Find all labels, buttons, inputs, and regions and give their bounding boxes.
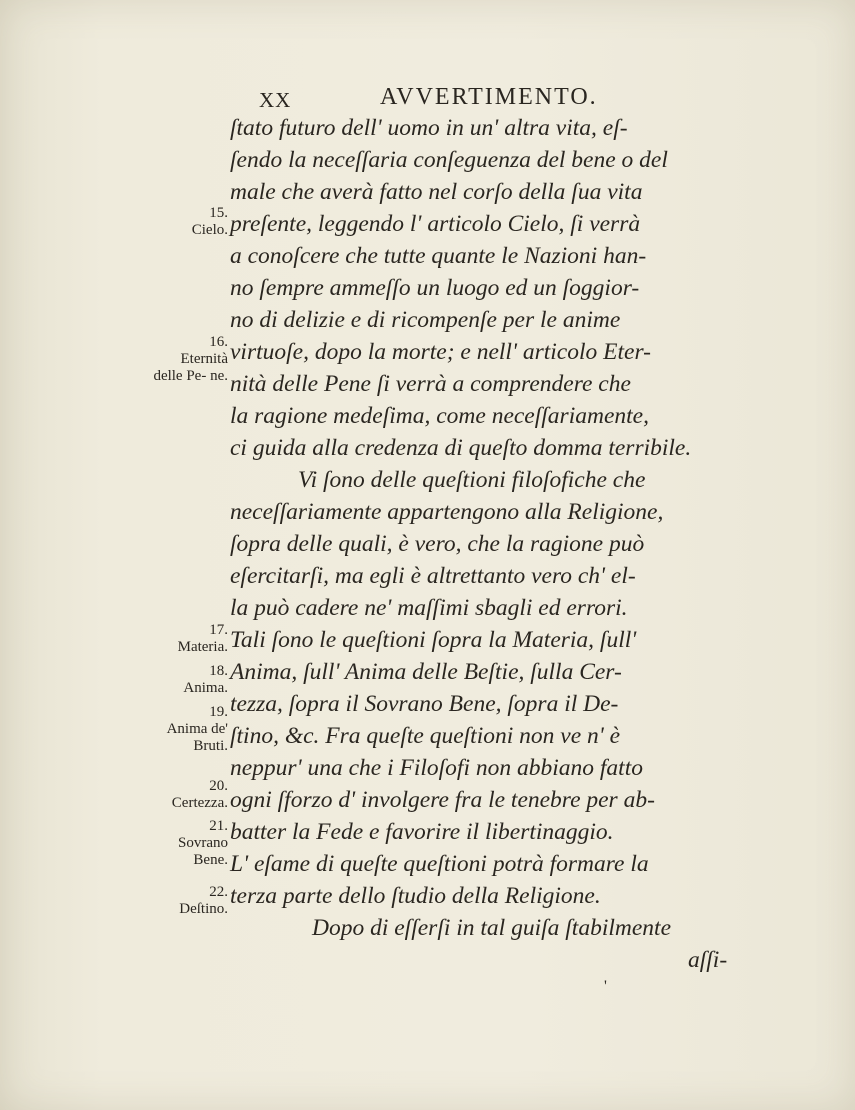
margin-note-number: 16.	[209, 334, 228, 350]
text-line: male che averà fatto nel corſo della ſua vita	[230, 179, 643, 205]
margin-note-number: 22.	[209, 884, 228, 900]
text-line: virtuoſe, dopo la morte; e nell' articolo Eter-	[230, 339, 651, 365]
margin-note	[150, 778, 228, 812]
margin-note-number: 19.	[209, 704, 228, 720]
margin-note	[150, 622, 228, 656]
margin-note-text: Deſtino.	[179, 901, 228, 917]
text-line: no ſempre ammeſſo un luogo ed un ſoggior-	[230, 275, 640, 301]
text-line: ſopra delle quali, è vero, che la ragione può	[230, 531, 645, 557]
text-line: neppur' una che i Filoſofi non abbiano fatto	[230, 755, 643, 781]
margin-note-text: Eternità delle Pe- ne.	[153, 351, 228, 384]
text-line: Tali ſono le queſtioni ſopra la Materia, ſull'	[230, 627, 637, 653]
catchmark: '	[604, 978, 607, 995]
text-line: nità delle Pene ſi verrà a comprendere che	[230, 371, 631, 397]
text-line: la può cadere ne' maſſimi sbagli ed errori.	[230, 595, 628, 621]
text-line: ſtato futuro dell' uomo in un' altra vita, eſ-	[230, 115, 628, 141]
text-line: Vi ſono delle queſtioni filoſofiche che	[298, 467, 646, 493]
text-line: preſente, leggendo l' articolo Cielo, ſi verrà	[230, 211, 641, 237]
text-line: a conoſcere che tutte quante le Nazioni han-	[230, 243, 647, 269]
text-line: tezza, ſopra il Sovrano Bene, ſopra il De-	[230, 691, 619, 717]
margin-note-number: 20.	[209, 778, 228, 794]
text-line: ſtino, &c. Fra queſte queſtioni non ve n' è	[230, 723, 621, 749]
text-line: Dopo di eſſerſi in tal guiſa ſtabilmente	[312, 915, 671, 941]
text-line: no di delizie e di ricompenſe per le anime	[230, 307, 621, 333]
margin-note	[150, 205, 228, 239]
margin-note	[150, 663, 228, 697]
text-line: aſſi-	[688, 947, 728, 973]
text-line: ogni ſforzo d' involgere fra le tenebre per ab-	[230, 787, 655, 813]
margin-note-text: Anima.	[183, 680, 228, 696]
margin-note-number: 18.	[209, 663, 228, 679]
text-line: eſercitarſi, ma egli è altrettanto vero ch' el-	[230, 563, 636, 589]
margin-note-text: Cielo.	[191, 222, 228, 238]
text-line: ci guida alla credenza di queſto domma terribile.	[230, 435, 692, 461]
text-line: Anima, ſull' Anima delle Beſtie, ſulla Cer-	[230, 659, 622, 685]
margin-note	[150, 334, 228, 385]
text-line: batter la Fede e favorire il libertinaggio.	[230, 819, 614, 845]
margin-note-number: 21.	[209, 818, 228, 834]
margin-note-text: Anima de' Bruti.	[166, 721, 228, 754]
text-line: la ragione medeſima, come neceſſariamente,	[230, 403, 649, 429]
margin-note-text: Certezza.	[171, 795, 228, 811]
margin-note	[150, 884, 228, 918]
running-title: AVVERTIMENTO.	[380, 84, 598, 110]
margin-note-text: Sovrano Bene.	[178, 835, 228, 868]
margin-note-number: 15.	[209, 205, 228, 221]
margin-note-number: 17.	[209, 622, 228, 638]
text-line: terza parte dello ſtudio della Religione.	[230, 883, 601, 909]
text-line: ſendo la neceſſaria conſeguenza del bene o del	[230, 147, 668, 173]
margin-note	[150, 818, 228, 869]
text-line: L' eſame di queſte queſtioni potrà formare la	[230, 851, 649, 877]
text-line: neceſſariamente appartengono alla Religione,	[230, 499, 664, 525]
margin-note	[150, 704, 228, 755]
margin-note-text: Materia.	[177, 639, 228, 655]
page-number: XX	[259, 88, 292, 112]
